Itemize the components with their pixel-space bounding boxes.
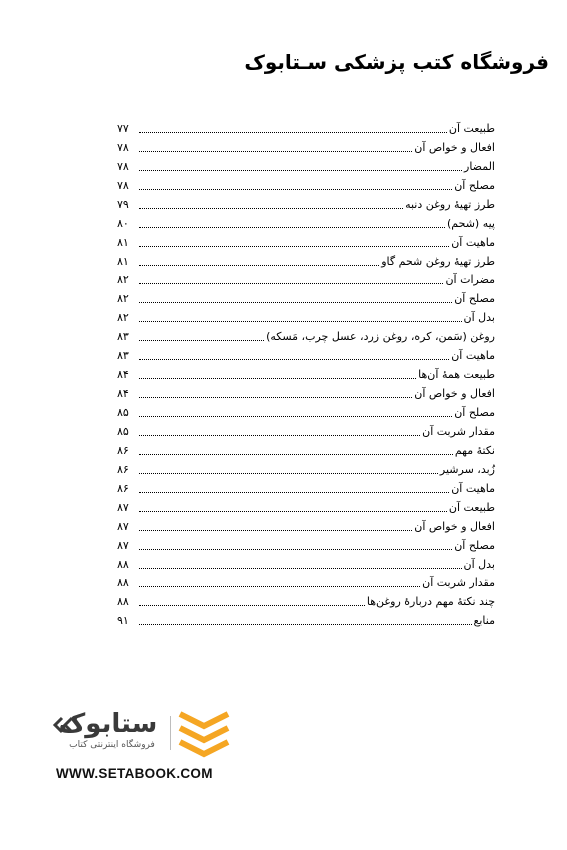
toc-page-number: ۸۱: [117, 235, 129, 249]
brand-wordmark: ستابوک: [58, 709, 158, 739]
toc-entry-title: افعال و خواص آن: [414, 519, 495, 533]
toc-page-number: ۸۱: [117, 254, 129, 268]
toc-entry-title: چند نکتهٔ مهم دربارهٔ روغن‌ها: [366, 595, 495, 609]
toc-dot-leader: [139, 151, 412, 152]
toc-entry-title: روغن (سَمن، کره، روغن زرد، عسل چرب، مَسکه): [266, 330, 495, 344]
toc-dot-leader: [139, 208, 403, 209]
toc-entry-title: طبیعت همهٔ آن‌ها: [418, 368, 495, 382]
toc-page-number: ۷۸: [117, 178, 129, 192]
toc-page-number: ۸۲: [117, 273, 129, 287]
site-url-link[interactable]: WWW.SETABOOK.COM: [56, 766, 213, 781]
toc-entry-title: ماهیت آن: [451, 481, 495, 495]
toc-page-number: ۸۸: [117, 557, 129, 571]
toc-entry-title: طرز تهیهٔ روغن شحم گاو: [381, 254, 495, 268]
toc-entry[interactable]: [117, 212, 495, 231]
table-of-contents: [117, 117, 495, 628]
toc-entry-title: المضار: [464, 159, 495, 173]
toc-entry-title: مصلح آن: [454, 406, 495, 419]
toc-page-number: ۸۵: [117, 424, 129, 438]
toc-dot-leader: [139, 549, 452, 550]
toc-page-number: ۸۲: [117, 311, 129, 325]
toc-entry[interactable]: [117, 572, 495, 591]
toc-entry-title: افعال و خواص آن: [414, 387, 495, 401]
toc-dot-leader: [139, 302, 452, 303]
toc-dot-leader: [139, 416, 452, 417]
toc-entry-title: مقدار شربت آن: [422, 424, 495, 438]
toc-entry-title: طبیعت آن: [448, 500, 495, 514]
toc-dot-leader: [139, 492, 449, 493]
toc-dot-leader: [139, 435, 420, 436]
toc-entry-title: طرز تهیهٔ روغن دنبه: [405, 197, 495, 211]
toc-page-number: ۷۸: [117, 140, 129, 154]
toc-dot-leader: [139, 246, 449, 247]
toc-page-number: ۸۸: [117, 595, 129, 609]
toc-entry[interactable]: [117, 306, 495, 325]
toc-entry[interactable]: [117, 439, 495, 458]
toc-page-number: ۸۶: [117, 481, 129, 495]
toc-page-number: ۸۸: [117, 576, 129, 590]
toc-entry[interactable]: [117, 590, 495, 609]
toc-page-number: ۷۷: [117, 121, 129, 135]
toc-dot-leader: [139, 340, 264, 341]
toc-dot-leader: [139, 586, 420, 587]
toc-entry[interactable]: [117, 458, 495, 477]
toc-entry[interactable]: [117, 325, 495, 344]
toc-entry[interactable]: [117, 515, 495, 534]
toc-dot-leader: [139, 511, 447, 512]
toc-dot-leader: [139, 624, 472, 625]
toc-dot-leader: [139, 227, 445, 228]
toc-entry[interactable]: [117, 534, 495, 553]
page-header: [149, 50, 549, 74]
toc-entry[interactable]: [117, 344, 495, 363]
toc-entry-title: مضرات آن: [445, 273, 495, 287]
toc-entry-title: نکتهٔ مهم: [454, 443, 495, 457]
brand-divider: [170, 716, 171, 750]
toc-dot-leader: [139, 283, 443, 284]
toc-page-number: ۸۷: [117, 538, 129, 552]
toc-entry-title: طبیعت آن: [448, 121, 495, 135]
toc-entry-title: زُبد، سرشیر: [439, 462, 495, 476]
toc-page-number: ۸۷: [117, 519, 129, 533]
toc-entry-title: مصلح آن: [454, 292, 495, 306]
toc-dot-leader: [139, 378, 416, 379]
toc-dot-leader: [139, 132, 447, 133]
toc-dot-leader: [139, 605, 365, 606]
toc-page-number: ۸۴: [117, 368, 129, 382]
toc-dot-leader: [139, 265, 379, 266]
toc-page-number: ۸۷: [117, 500, 129, 514]
toc-entry-title: ماهیت آن: [451, 235, 495, 249]
toc-entry-title: مقدار شربت آن: [422, 576, 495, 590]
toc-page-number: ۸۳: [117, 330, 129, 344]
toc-entry[interactable]: [117, 136, 495, 155]
toc-entry[interactable]: [117, 250, 495, 269]
toc-entry-title: افعال و خواص آن: [414, 140, 495, 154]
toc-entry-title: بدل آن: [463, 311, 495, 325]
toc-entry[interactable]: [117, 363, 495, 382]
page-header-title: فروشگاه کتب پزشکی سـتابوک: [244, 50, 549, 74]
stacked-chevron-logo-icon: [176, 708, 232, 758]
toc-entry[interactable]: [117, 193, 495, 212]
toc-dot-leader: [139, 397, 412, 398]
toc-entry[interactable]: [117, 609, 495, 628]
toc-page-number: ۸۲: [117, 292, 129, 306]
toc-entry[interactable]: [117, 174, 495, 193]
toc-entry-title: ماهیت آن: [451, 349, 495, 363]
toc-dot-leader: [139, 473, 438, 474]
toc-dot-leader: [139, 170, 462, 171]
toc-page-number: ۸۰: [117, 216, 129, 230]
toc-entry[interactable]: [117, 477, 495, 496]
toc-entry[interactable]: [117, 382, 495, 401]
brand-tagline: فروشگاه اینترنتی کتاب: [69, 740, 155, 750]
toc-dot-leader: [139, 189, 452, 190]
toc-entry[interactable]: [117, 287, 495, 306]
toc-entry[interactable]: [117, 420, 495, 439]
toc-entry-title: بدل آن: [463, 557, 495, 571]
toc-entry[interactable]: [117, 496, 495, 515]
toc-entry-title: مصلح آن: [454, 538, 495, 552]
toc-page-number: ۸۴: [117, 387, 129, 401]
toc-entry-title: مصلح آن: [454, 178, 495, 192]
toc-dot-leader: [139, 359, 449, 360]
toc-page-number: ۸۶: [117, 462, 129, 476]
toc-page-number: ۸۳: [117, 349, 129, 363]
toc-dot-leader: [139, 568, 462, 569]
toc-page-number: ۸۵: [117, 406, 129, 419]
toc-entry[interactable]: [117, 553, 495, 572]
toc-entry-title: منابع: [473, 614, 495, 628]
toc-entry[interactable]: [117, 155, 495, 174]
toc-dot-leader: [139, 321, 462, 322]
toc-entry[interactable]: [117, 401, 495, 420]
toc-entry[interactable]: [117, 231, 495, 250]
toc-page-number: ۷۸: [117, 159, 129, 173]
toc-entry[interactable]: [117, 117, 495, 136]
toc-dot-leader: [139, 530, 412, 531]
toc-page-number: ۸۶: [117, 443, 129, 457]
toc-page-number: ۷۹: [117, 197, 129, 211]
toc-entry-title: پیه (شحم): [447, 216, 495, 230]
toc-entry[interactable]: [117, 269, 495, 288]
toc-dot-leader: [139, 454, 453, 455]
toc-page-number: ۹۱: [117, 614, 129, 628]
